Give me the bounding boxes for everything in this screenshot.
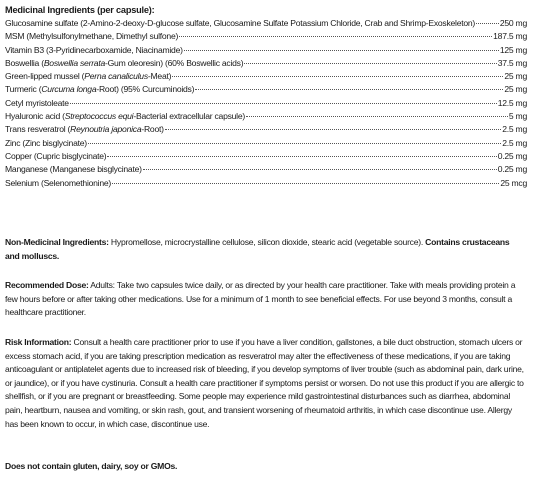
ingredient-amount: 25 mg bbox=[504, 71, 527, 82]
ingredient-name bbox=[5, 137, 87, 150]
ingredient-name-suffix: -Bacterial extracellular capsule) bbox=[133, 111, 245, 122]
ingredient-name-suffix: -Root) (95% Curcuminoids) bbox=[96, 84, 195, 95]
dot-leader bbox=[195, 89, 503, 90]
ingredient-name bbox=[5, 57, 243, 70]
dot-leader bbox=[179, 36, 492, 37]
dot-leader bbox=[244, 63, 496, 64]
ingredient-name-suffix: -Gum oleoresin) (60% Boswellic acids) bbox=[105, 57, 244, 68]
ingredient-amount: 37.5 mg bbox=[497, 57, 527, 68]
recommended-dose-label: Recommended Dose: bbox=[5, 280, 89, 290]
ingredient-name bbox=[5, 83, 194, 96]
ingredient-latin-name: Reynoutria japonica bbox=[70, 124, 142, 135]
ingredient-amount: 0.25 mg bbox=[497, 150, 527, 161]
ingredient-name-text: MSM (Methylsulfonylmethane, Dimethyl sulfone) bbox=[5, 31, 179, 42]
recommended-dose-text: Adults: Take two capsules twice daily, or as directed by your health care practitioner. Take with meals providing protein a few hours before or after taking other medications. Use for a minimum of 1 month to see beneficial effects. For use beyond 3 months, consult a healthcare practitioner. bbox=[5, 280, 516, 318]
free-from-text: Does not contain gluten, dairy, soy or GMOs. bbox=[5, 461, 178, 471]
ingredient-row bbox=[5, 177, 527, 190]
ingredient-name-text: Boswellia ( bbox=[5, 57, 44, 68]
dot-leader bbox=[70, 103, 497, 104]
ingredient-name-text: Green-lipped mussel ( bbox=[5, 71, 85, 82]
non-medicinal-text: Hypromellose, microcrystalline cellulose, silicon dioxide, stearic acid (vegetable source). bbox=[108, 237, 426, 247]
non-medicinal-label: Non-Medicinal Ingredients: bbox=[5, 237, 109, 247]
ingredient-name bbox=[5, 97, 69, 110]
risk-information-label: Risk Information: bbox=[5, 337, 72, 347]
ingredient-amount: 125 mg bbox=[499, 44, 527, 55]
ingredient-name bbox=[5, 177, 111, 190]
dot-leader bbox=[165, 129, 501, 130]
risk-information bbox=[5, 336, 527, 431]
ingredient-name-text: Hyaluronic acid ( bbox=[5, 111, 65, 122]
ingredient-name-text: Manganese (Manganese bisglycinate) bbox=[5, 164, 142, 175]
ingredient-amount: 0.25 mg bbox=[497, 164, 527, 175]
dot-leader bbox=[246, 116, 508, 117]
ingredient-name-text: Zinc (Zinc bisglycinate) bbox=[5, 137, 87, 148]
free-from-statement bbox=[5, 460, 525, 474]
ingredient-name bbox=[5, 17, 475, 30]
ingredient-row bbox=[5, 57, 527, 70]
ingredient-amount: 25 mcg bbox=[500, 177, 527, 188]
ingredient-amount: 2.5 mg bbox=[502, 137, 527, 148]
ingredient-name bbox=[5, 163, 142, 176]
ingredient-name-text: Selenium (Selenomethionine) bbox=[5, 177, 111, 188]
ingredient-row bbox=[5, 70, 527, 83]
ingredient-row bbox=[5, 123, 527, 136]
ingredient-row bbox=[5, 17, 527, 30]
ingredient-name bbox=[5, 44, 183, 57]
ingredient-name-text: Vitamin B3 (3-Pyridinecarboxamide, Niacinamide) bbox=[5, 44, 183, 55]
ingredient-name-suffix: -Meat) bbox=[147, 71, 172, 82]
ingredient-name-text: Glucosamine sulfate (2-Amino-2-deoxy-D-glucose sulfate, Glucosamine Sulfate Potassium Chloride, Crab and Shrimp-Exoskeleton) bbox=[5, 18, 476, 28]
ingredient-row bbox=[5, 44, 527, 57]
ingredient-amount: 2.5 mg bbox=[502, 124, 527, 135]
ingredient-name bbox=[5, 30, 178, 43]
ingredient-amount: 25 mg bbox=[504, 84, 527, 95]
ingredient-row bbox=[5, 137, 527, 150]
dot-leader bbox=[107, 156, 496, 157]
ingredient-name-text: Cetyl myristoleate bbox=[5, 97, 69, 108]
ingredient-name-text: Trans resveratrol ( bbox=[5, 124, 71, 135]
non-medicinal-ingredients bbox=[5, 236, 525, 263]
ingredient-name-suffix: -Root) bbox=[141, 124, 164, 135]
ingredient-row bbox=[5, 30, 527, 43]
ingredient-name bbox=[5, 110, 245, 123]
ingredient-name-text: Turmeric ( bbox=[5, 84, 42, 95]
dot-leader bbox=[112, 183, 499, 184]
ingredient-name bbox=[5, 70, 171, 83]
ingredient-name bbox=[5, 123, 164, 136]
dot-leader bbox=[172, 76, 503, 77]
ingredient-amount: 187.5 mg bbox=[493, 31, 527, 42]
ingredient-amount: 12.5 mg bbox=[497, 97, 527, 108]
ingredient-row bbox=[5, 83, 527, 96]
ingredient-amount: 5 mg bbox=[508, 111, 527, 122]
dot-leader bbox=[476, 23, 499, 24]
allergen-statement: Contains crustaceans and molluscs. bbox=[5, 237, 510, 261]
medicinal-ingredients-list bbox=[5, 17, 527, 190]
dot-leader bbox=[184, 50, 499, 51]
ingredient-row bbox=[5, 163, 527, 176]
dot-leader bbox=[143, 169, 497, 170]
ingredient-row bbox=[5, 97, 527, 110]
ingredient-name-text: Copper (Cupric bisglycinate) bbox=[5, 150, 107, 161]
ingredient-name bbox=[5, 150, 106, 163]
ingredient-latin-name: Boswellia serrata bbox=[43, 57, 105, 68]
ingredient-latin-name: Curcuma longa bbox=[41, 84, 97, 95]
ingredient-row bbox=[5, 150, 527, 163]
risk-information-text: Consult a health care practitioner prior to use if you have a liver condition, gallstones, a bile duct obstruction, stomach ulcers or excess stomach acid, if you are taking prescription medication as resveratrol may alter the effectiveness of these medications, if you are taking anticoagulant or antiplatelet agents due to increased risk of bleeding, if you develop symptoms of liver trouble (such as abdominal pain, dark urine, or jaundice), or if you have cystinuria. Consult a health care practitioner if symptoms persist or worsen. Do not use this product if you are allergic to shellfish, or if you are pregnant or breastfeeding. Some people may experience mild gastrointestinal disturbances such as diarrhea, abdominal pain, heartburn, nausea and vomiting, or skin rash, gout, and transient worsening of rheumatoid arthritis, in which case discontinue use. Allergy has been known to occur, in which case, discontinue use. bbox=[5, 337, 524, 429]
ingredient-latin-name: Perna canaliculus bbox=[84, 71, 148, 82]
ingredient-latin-name: Streptococcus equi bbox=[64, 111, 134, 122]
ingredient-row bbox=[5, 110, 527, 123]
recommended-dose bbox=[5, 279, 525, 320]
dot-leader bbox=[88, 143, 501, 144]
ingredient-amount: 250 mg bbox=[499, 18, 527, 28]
medicinal-ingredients-heading: Medicinal Ingredients (per capsule): bbox=[5, 5, 155, 15]
